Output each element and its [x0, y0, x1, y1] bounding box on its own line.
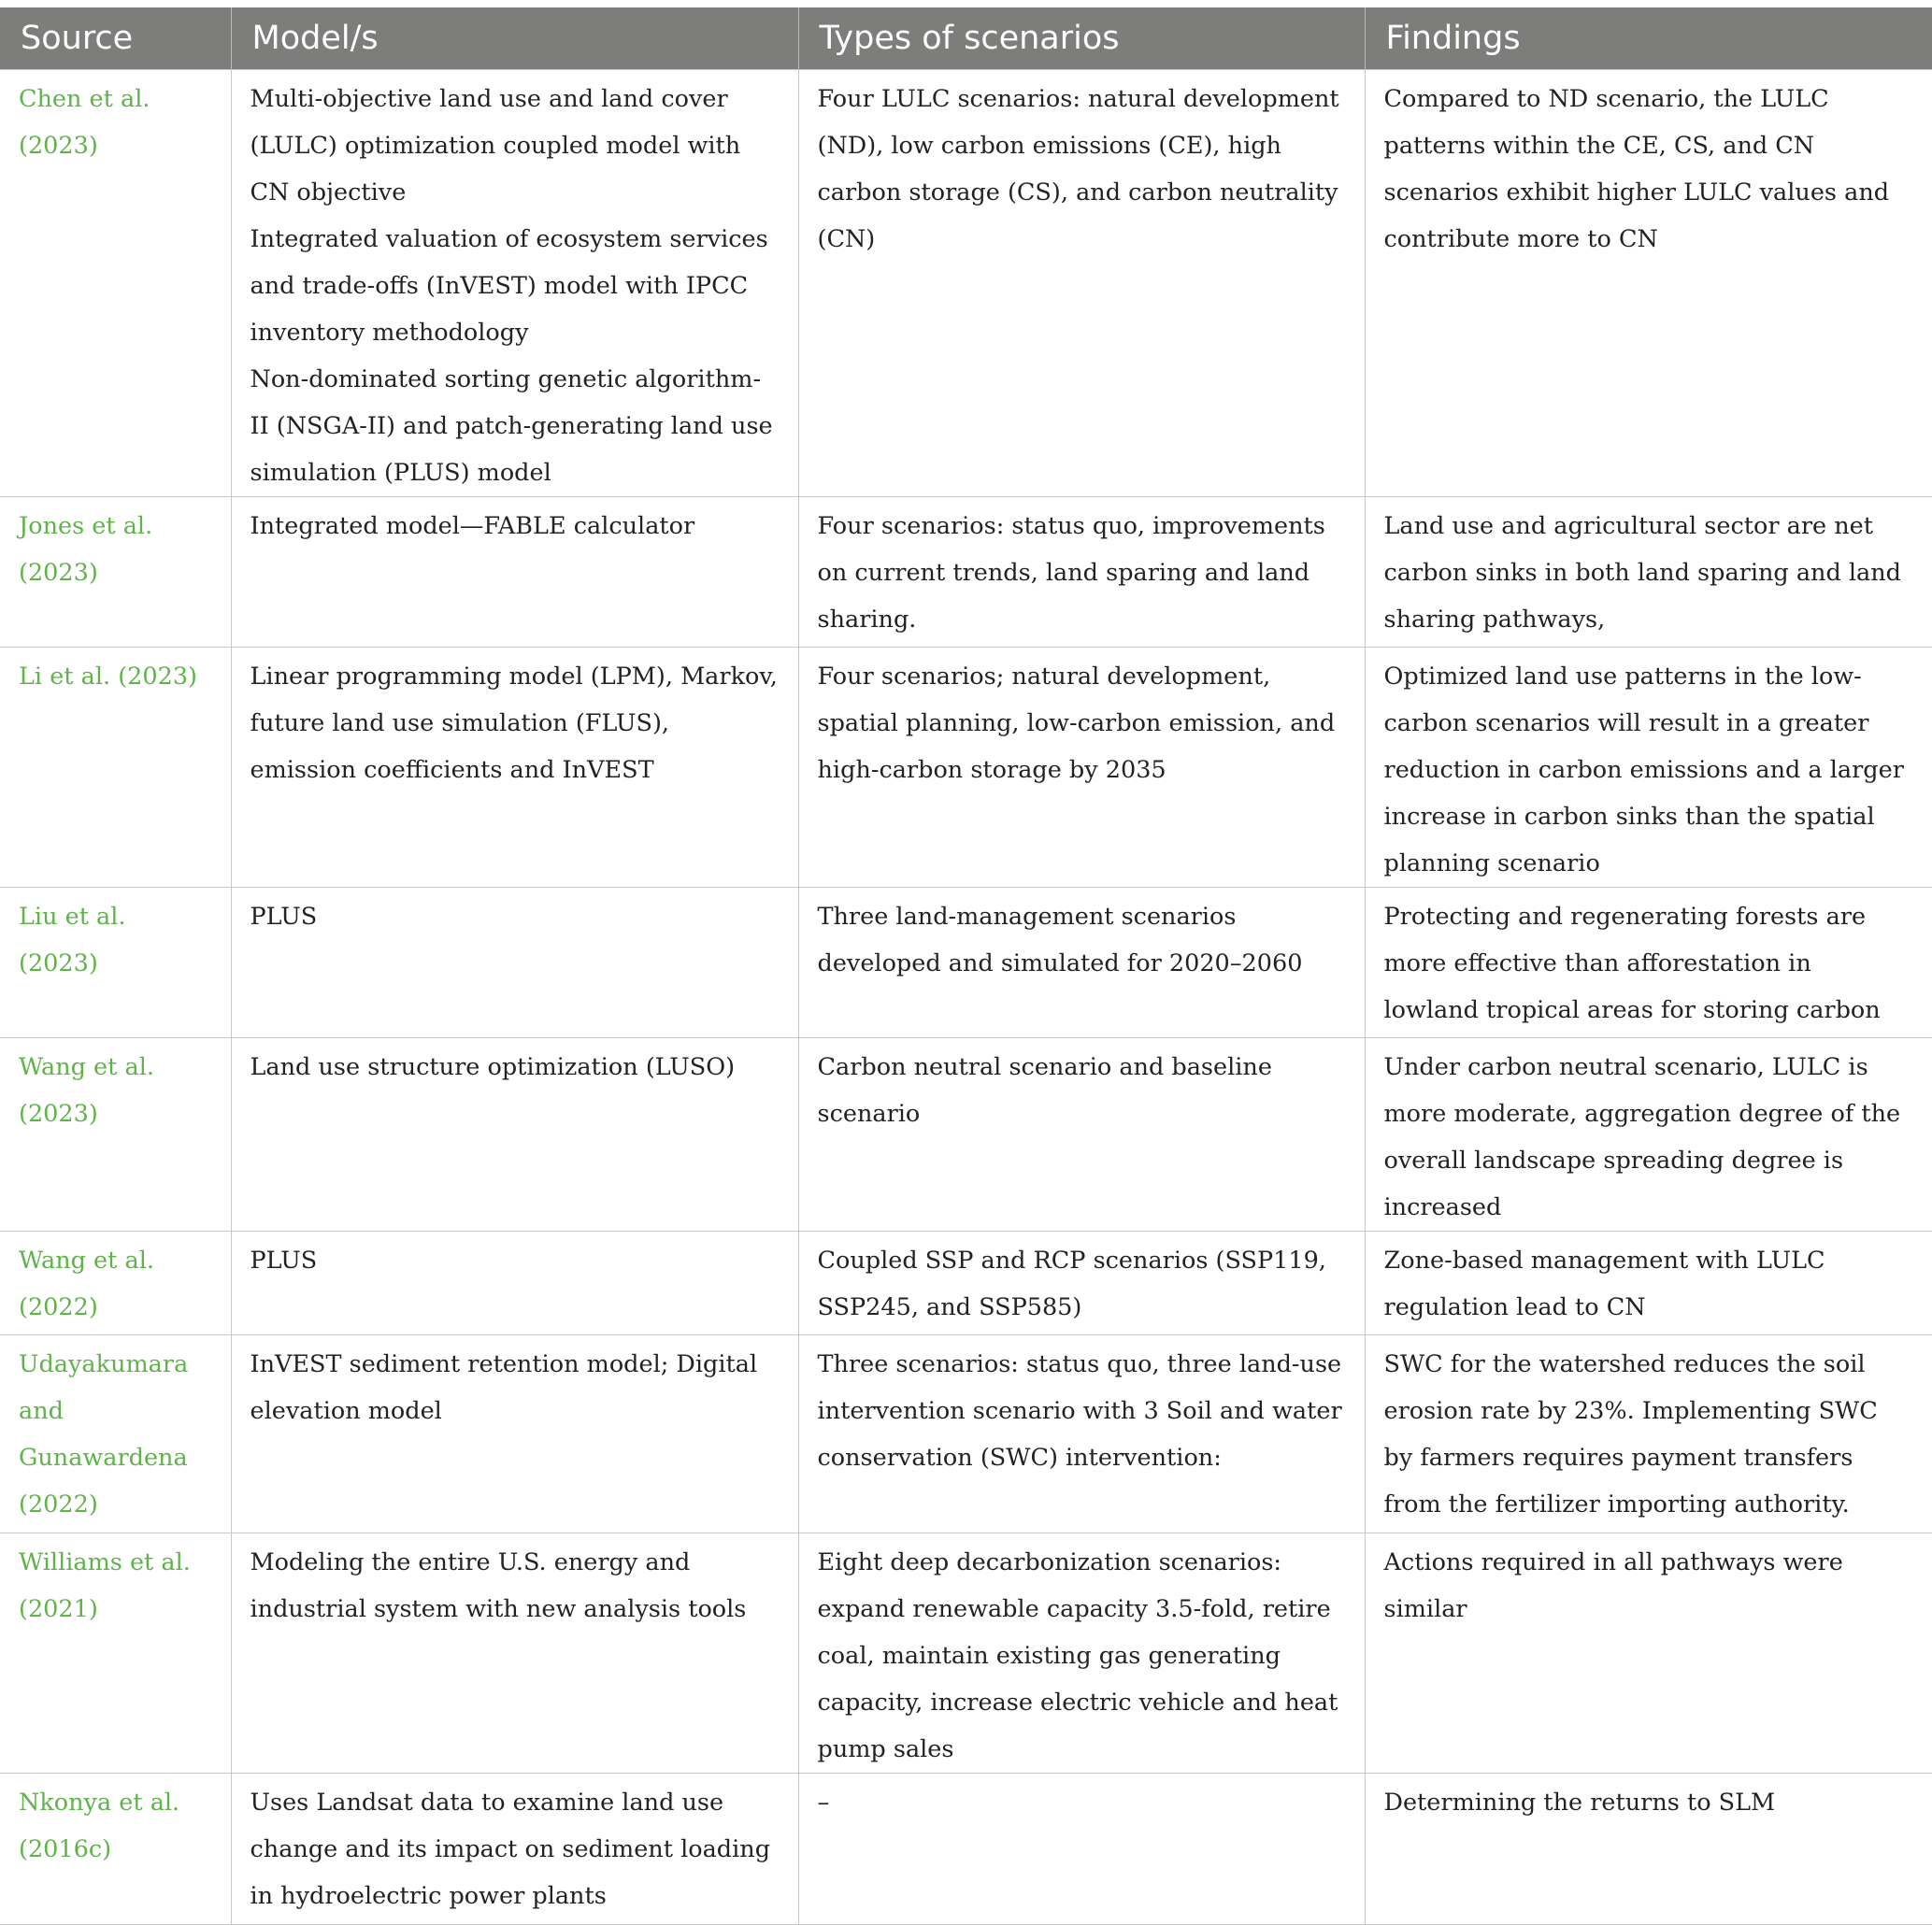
header-scenarios: Types of scenarios	[798, 7, 1365, 70]
scenarios-cell: Four LULC scenarios: natural development (ND), low carbon emissions (CE), high carbon storage (CS), and carbon neutrality (CN)	[798, 70, 1365, 497]
header-models: Model/s	[231, 7, 798, 70]
findings-cell: Determining the returns to SLM	[1365, 1774, 1932, 1925]
source-link[interactable]: Udayakumara and Gunawardena (2022)	[0, 1335, 231, 1533]
models-cell	[231, 1038, 798, 1232]
table-row	[0, 1533, 1932, 1774]
findings-cell: Zone-based management with LULC regulation lead to CN	[1365, 1232, 1932, 1335]
source-link[interactable]: Wang et al. (2023)	[0, 1038, 231, 1232]
scenarios-cell: Coupled SSP and RCP scenarios (SSP119, SSP245, and SSP585)	[798, 1232, 1365, 1335]
models-cell	[231, 497, 798, 648]
scenarios-cell: Three land-management scenarios developed and simulated for 2020–2060	[798, 888, 1365, 1038]
table-row	[0, 497, 1932, 648]
table-row	[0, 888, 1932, 1038]
header-findings: Findings	[1365, 7, 1932, 70]
findings-cell: SWC for the watershed reduces the soil erosion rate by 23%. Implementing SWC by farmers requires payment transfers from the fertilizer importing authority.	[1365, 1335, 1932, 1533]
table-row	[0, 1774, 1932, 1925]
findings-cell: Protecting and regenerating forests are more effective than afforestation in lowland tropical areas for storing carbon	[1365, 888, 1932, 1038]
model-item: Land use structure optimization (LUSO)	[250, 1053, 736, 1081]
scenarios-cell: –	[798, 1774, 1365, 1925]
findings-cell: Optimized land use patterns in the low-carbon scenarios will result in a greater reduction in carbon emissions and a larger increase in carbon sinks than the spatial planning scenario	[1365, 648, 1932, 888]
model-item: Multi-objective land use and land cover (LULC) optimization coupled model with CN objective	[250, 85, 741, 207]
table-row	[0, 1038, 1932, 1232]
model-item: Integrated valuation of ecosystem services and trade-offs (InVEST) model with IPCC inventory methodology	[250, 225, 768, 347]
models-cell	[231, 1232, 798, 1335]
source-link[interactable]: Chen et al. (2023)	[0, 70, 231, 497]
scenarios-cell: Three scenarios: status quo, three land-use intervention scenario with 3 Soil and water conservation (SWC) intervention:	[798, 1335, 1365, 1533]
source-link[interactable]: Wang et al. (2022)	[0, 1232, 231, 1335]
model-item: Uses Landsat data to examine land use change and its impact on sediment loading in hydroelectric power plants	[250, 1789, 771, 1910]
scenarios-cell: Four scenarios; natural development, spatial planning, low-carbon emission, and high-carbon storage by 2035	[798, 648, 1365, 888]
source-link[interactable]: Williams et al. (2021)	[0, 1533, 231, 1774]
models-cell	[231, 648, 798, 888]
models-cell	[231, 1335, 798, 1533]
findings-cell: Land use and agricultural sector are net carbon sinks in both land sparing and land sharing pathways,	[1365, 497, 1932, 648]
table-header-row	[0, 7, 1932, 70]
header-source: Source	[0, 7, 231, 70]
source-link[interactable]: Liu et al. (2023)	[0, 888, 231, 1038]
models-cell	[231, 1533, 798, 1774]
model-item: PLUS	[250, 903, 318, 931]
model-item: Modeling the entire U.S. energy and industrial system with new analysis tools	[250, 1548, 747, 1623]
findings-cell: Compared to ND scenario, the LULC patterns within the CE, CS, and CN scenarios exhibit higher LULC values and contribute more to CN	[1365, 70, 1932, 497]
source-link[interactable]: Li et al. (2023)	[0, 648, 231, 888]
scenarios-cell: Eight deep decarbonization scenarios: expand renewable capacity 3.5-fold, retire coal, maintain existing gas generating capacity, increase electric vehicle and heat pump sales	[798, 1533, 1365, 1774]
model-item: Integrated model—FABLE calculator	[250, 512, 695, 540]
model-item: PLUS	[250, 1247, 318, 1275]
findings-cell: Actions required in all pathways were similar	[1365, 1533, 1932, 1774]
table-row	[0, 70, 1932, 497]
models-cell	[231, 1774, 798, 1925]
models-cell	[231, 888, 798, 1038]
scenarios-cell: Carbon neutral scenario and baseline scenario	[798, 1038, 1365, 1232]
source-link[interactable]: Jones et al. (2023)	[0, 497, 231, 648]
findings-cell: Under carbon neutral scenario, LULC is more moderate, aggregation degree of the overall landscape spreading degree is increased	[1365, 1038, 1932, 1232]
model-item: InVEST sediment retention model; Digital elevation model	[250, 1350, 758, 1425]
model-item: Linear programming model (LPM), Markov, future land use simulation (FLUS), emission coefficients and InVEST	[250, 663, 778, 784]
model-item: Non-dominated sorting genetic algorithm-II (NSGA-II) and patch-generating land use simulation (PLUS) model	[250, 365, 773, 487]
table-row	[0, 1232, 1932, 1335]
source-link[interactable]: Nkonya et al. (2016c)	[0, 1774, 231, 1925]
table-row	[0, 1335, 1932, 1533]
scenarios-cell: Four scenarios: status quo, improvements on current trends, land sparing and land sharing.	[798, 497, 1365, 648]
models-cell	[231, 70, 798, 497]
table-row	[0, 648, 1932, 888]
literature-table	[0, 7, 1932, 1925]
